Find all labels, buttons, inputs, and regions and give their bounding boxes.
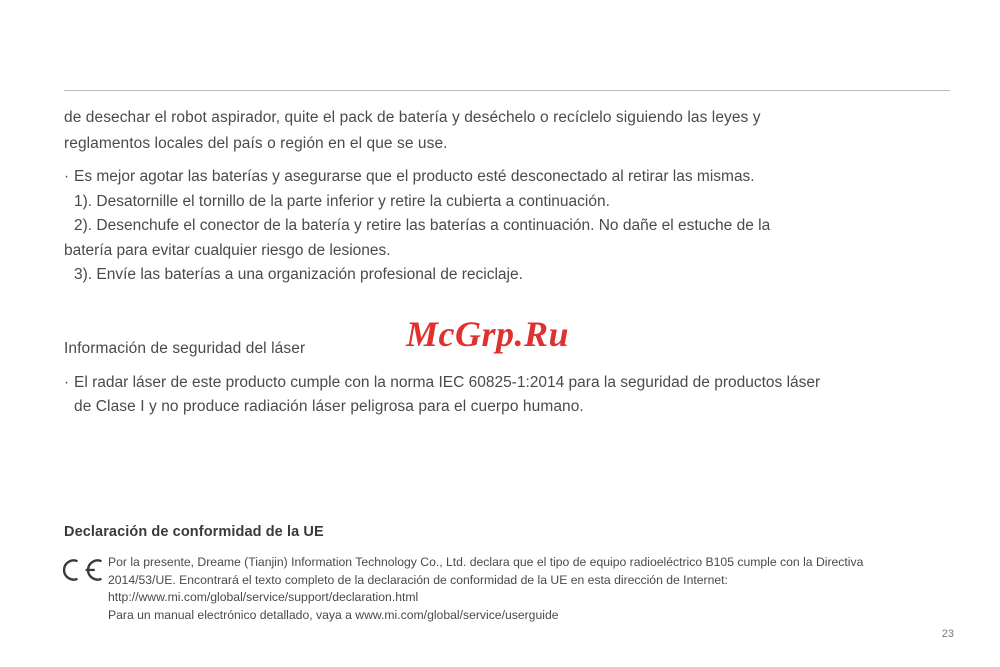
laser-bullet-text-line-2: de Clase I y no produce radiación láser peligrosa para el cuerpo humano. <box>74 397 584 415</box>
intro-paragraph-line-2: reglamentos locales del país o región en el que se use. <box>64 134 448 152</box>
page-number: 23 <box>941 628 954 640</box>
eu-declaration-line-1: Por la presente, Dreame (Tianjin) Information Technology Co., Ltd. declara que el tipo de equipo radioeléctrico B105 cumple con la Directiva <box>108 555 864 569</box>
laser-safety-heading: Información de seguridad del láser <box>64 340 306 357</box>
laser-bullet <box>64 371 954 395</box>
battery-step-2-line-1: 2). Desenchufe el conector de la batería y retire las baterías a continuación. No dañe el estuche de la <box>74 217 771 235</box>
laser-bullet-text-line-1: El radar láser de este producto cumple con la norma IEC 60825-1:2014 para la seguridad de productos láser <box>74 374 821 391</box>
intro-paragraph-line-1: de desechar el robot aspirador, quite el pack de batería y deséchelo o recíclelo siguiendo las leyes y <box>64 109 761 126</box>
battery-disposal-section <box>64 106 954 287</box>
watermark-text: McGrp.Ru <box>406 314 570 354</box>
ce-marking-icon <box>60 557 106 583</box>
battery-step-2-line-2: batería para evitar cualquier riesgo de lesiones. <box>64 241 391 259</box>
battery-step-1: 1). Desatornille el tornillo de la parte inferior y retire la cubierta a continuación. <box>74 192 610 210</box>
laser-safety-section <box>64 371 954 420</box>
bullet-icon: · <box>64 374 70 391</box>
eu-declaration-line-2: 2014/53/UE. Encontrará el texto completo de la declaración de conformidad de la UE en esta dirección de Internet: <box>108 572 728 587</box>
eu-declaration-body <box>108 554 938 625</box>
header-divider <box>64 90 950 91</box>
battery-bullet-text: Es mejor agotar las baterías y asegurarse que el producto esté desconectado al retirar las mismas. <box>74 168 755 186</box>
bullet-icon: · <box>64 168 70 186</box>
battery-step-3: 3). Envíe las baterías a una organización profesional de reciclaje. <box>74 266 523 284</box>
eu-declaration-line-4: Para un manual electrónico detallado, vaya a www.mi.com/global/service/userguide <box>108 608 559 623</box>
battery-bullet <box>64 165 954 189</box>
eu-declaration-url: http://www.mi.com/global/service/support/declaration.html <box>108 590 419 605</box>
eu-declaration-title: Declaración de conformidad de la UE <box>64 524 324 540</box>
